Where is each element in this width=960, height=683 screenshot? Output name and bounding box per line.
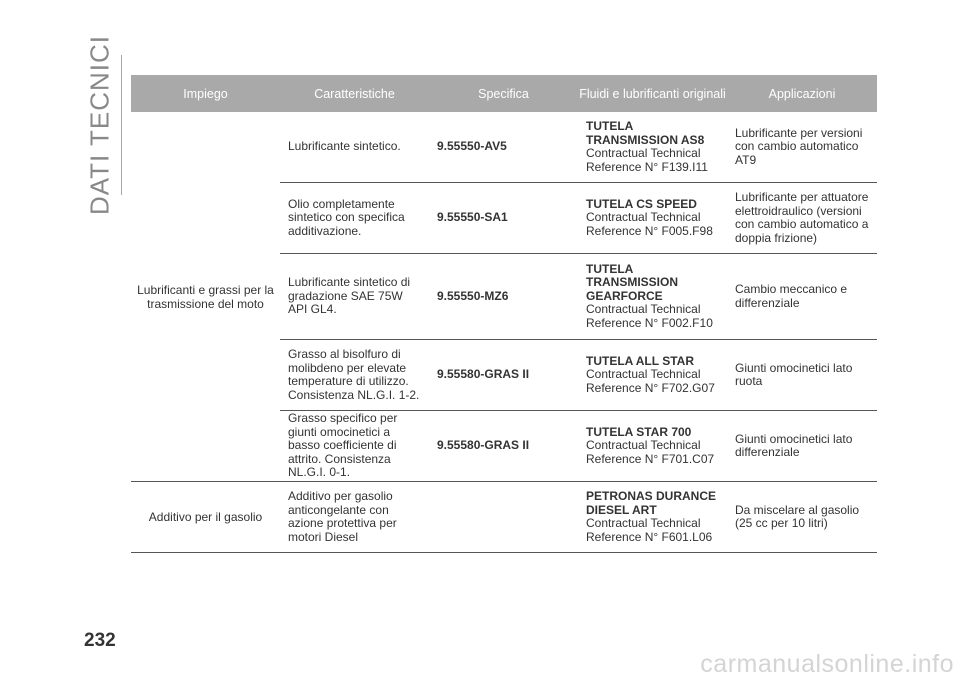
fluid-name: TUTELA CS SPEED <box>586 196 697 211</box>
lubricants-table <box>131 75 877 553</box>
row-characteristics: Grasso specifico per giunti omocinetici a basso coefficiente di attrito. Consistenza NL.G.I. 0-1. <box>288 411 398 480</box>
header-usage: Impiego <box>183 86 228 101</box>
fluid-reference: Contractual Technical Reference N° F139.I11 <box>586 146 708 174</box>
row-fluid <box>578 112 727 182</box>
fluid-name: TUTELA STAR 700 <box>586 424 692 439</box>
row-fluid <box>578 411 727 481</box>
row-fluid <box>578 482 727 552</box>
header-applications: Applicazioni <box>768 86 836 101</box>
row-application: Lubrificante per versioni con cambio automatico AT9 <box>735 125 863 167</box>
row-fluid <box>578 254 727 339</box>
table-row <box>280 340 877 411</box>
group-usage: Additivo per il gasolio <box>148 510 263 524</box>
fluid-name: TUTELA ALL STAR <box>586 353 694 368</box>
fluid-name: PETRONAS DURANCE DIESEL ART <box>586 489 717 517</box>
table-row <box>280 183 877 254</box>
row-spec: 9.55580-GRAS II <box>437 367 530 382</box>
table-group-diesel-additive <box>131 482 877 553</box>
row-spec <box>429 482 578 552</box>
header-characteristics: Caratteristiche <box>314 86 395 101</box>
section-title <box>80 34 120 216</box>
group-usage: Lubrificanti e grassi per la trasmissione del moto <box>137 282 274 311</box>
table-row <box>280 411 877 481</box>
table-row <box>280 254 877 340</box>
row-fluid <box>578 183 727 253</box>
fluid-name: TUTELA TRANSMISSION AS8 <box>586 119 705 147</box>
row-application: Giunti omocinetici lato ruota <box>735 360 853 388</box>
row-spec: 9.55580-GRAS II <box>437 438 530 453</box>
watermark: carmanualsonline.info <box>700 650 954 678</box>
fluid-name: TUTELA TRANSMISSION GEARFORCE <box>586 261 679 303</box>
row-application: Da miscelare al gasolio (25 cc per 10 litri) <box>735 502 860 530</box>
row-fluid <box>578 340 727 410</box>
table-row <box>280 482 877 552</box>
row-characteristics: Lubrificante sintetico. <box>288 139 401 154</box>
fluid-reference: Contractual Technical Reference N° F701.C07 <box>586 438 715 466</box>
fluid-reference: Contractual Technical Reference N° F005.F98 <box>586 210 713 238</box>
header-fluids: Fluidi e lubrificanti originali <box>579 86 726 101</box>
page-number: 232 <box>84 630 116 651</box>
row-application: Lubrificante per attuatore elettroidraulico (versioni con cambio automatico a doppia frizione) <box>735 190 869 245</box>
row-characteristics: Lubrificante sintetico di gradazione SAE 75W API GL4. <box>288 275 411 317</box>
row-application: Cambio meccanico e differenziale <box>735 282 848 310</box>
fluid-reference: Contractual Technical Reference N° F002.F10 <box>586 302 713 330</box>
row-spec: 9.55550-SA1 <box>437 210 508 225</box>
fluid-reference: Contractual Technical Reference N° F702.G07 <box>586 367 715 395</box>
table-group-transmission <box>131 112 877 482</box>
row-characteristics: Additivo per gasolio anticongelante con azione protettiva per motori Diesel <box>288 489 397 544</box>
fluid-reference: Contractual Technical Reference N° F601.L06 <box>586 516 713 544</box>
table-header <box>131 75 877 112</box>
section-divider <box>121 55 122 195</box>
section-title-text: DATI TECNICI <box>84 34 115 216</box>
row-spec: 9.55550-MZ6 <box>437 288 509 303</box>
row-characteristics: Olio completamente sintetico con specifica additivazione. <box>288 196 405 238</box>
header-specification: Specifica <box>478 86 529 101</box>
row-characteristics: Grasso al bisolfuro di molibdeno per elevate temperature di utilizzo. Consistenza NL.G.I. 1-2. <box>288 347 420 402</box>
row-spec: 9.55550-AV5 <box>437 139 507 154</box>
row-application: Giunti omocinetici lato differenziale <box>735 431 853 459</box>
table-row <box>280 112 877 183</box>
